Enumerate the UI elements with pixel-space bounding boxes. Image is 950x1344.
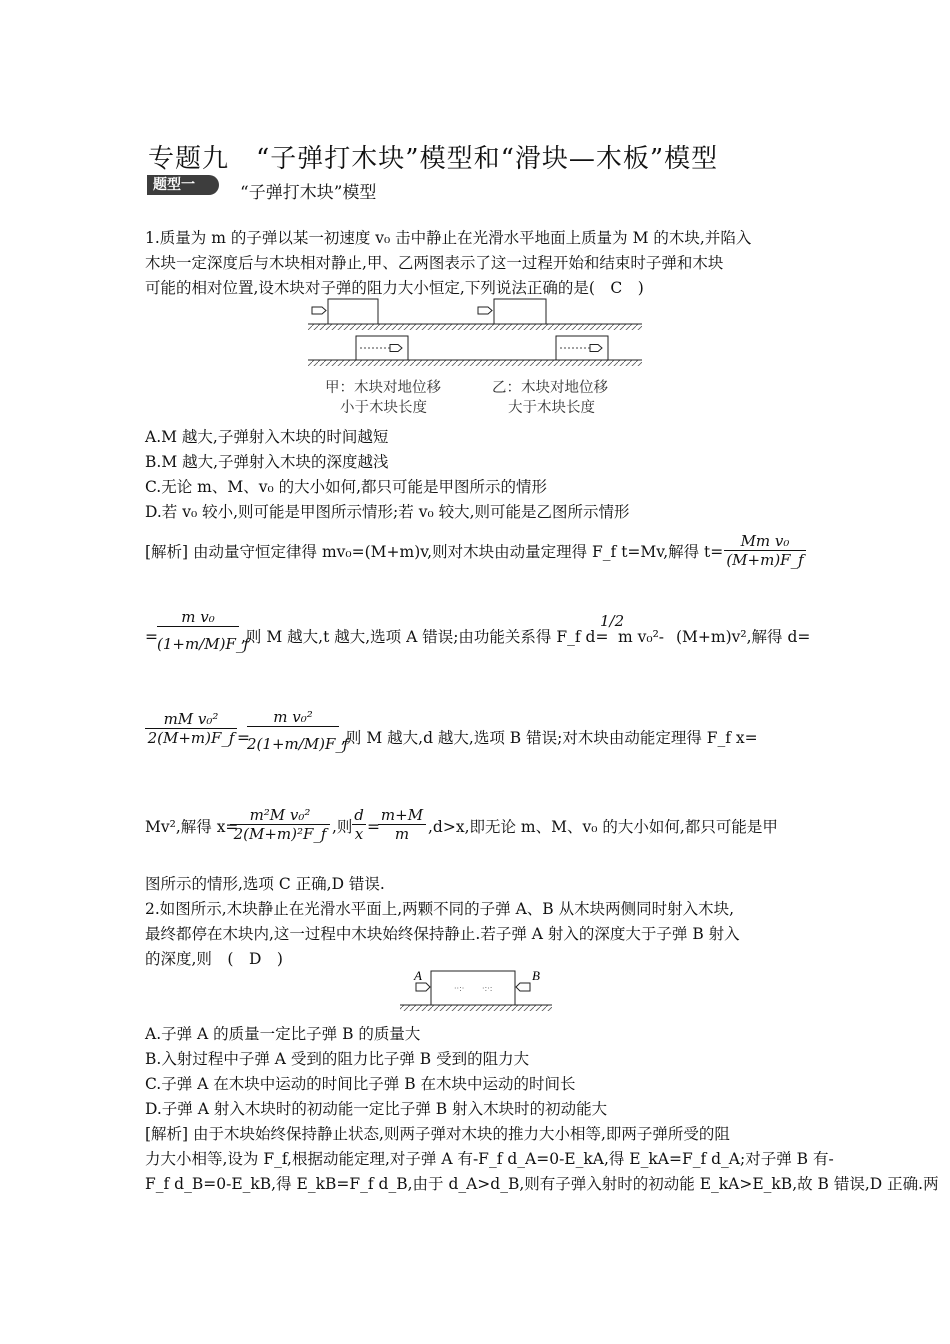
section-heading: “子弹打木块”模型 [240,183,377,203]
q1-analysis-text: = [237,729,250,747]
label-b: B [532,968,540,983]
q2-analysis-line: [解析] 由于木块始终保持静止状态,则两子弹对木块的推力大小相等,即两子弹所受的阻 [145,1125,730,1143]
q1-option-c: C.无论 m、M、v₀ 的大小如何,都只可能是甲图所示的情形 [145,478,548,496]
q1-analysis-line: 图所示的情形,选项 C 正确,D 错误. [145,875,385,893]
fraction-denominator: (1+m/M)F_f [157,626,239,653]
svg-text:··:·: ··:· [454,984,465,993]
q2-analysis-line: 力大小相等,设为 F_f,根据动能定理,对子弹 A 有-F_f d_A=0-E_kA,得 E_kA=F_f d_A;对子弹 B 有- [145,1150,834,1168]
wood-block [494,299,546,324]
q1-stem-line: 可能的相对位置,设木块对子弹的阻力大小恒定,下列说法正确的是( C ) [145,279,644,297]
q1-analysis-text: ,则 M 越大,d 越大,选项 B 错误;对木块由动能定理得 F_f x= [341,729,758,747]
q1-stem-line: 1.质量为 m 的子弹以某一初速度 v₀ 击中静止在光滑水平地面上质量为 M 的木块,并陷入 [145,229,752,247]
q1-analysis-text: = [367,818,380,836]
q2-stem-line: 的深度,则 ( D ) [145,950,283,968]
bullet-icon [312,307,326,314]
wood-block [328,299,378,324]
q1-analysis-text: m v₀²- [618,628,665,646]
q2-option-d: D.子弹 A 射入木块时的初动能一定比子弹 B 射入木块时的初动能大 [145,1100,608,1118]
q1-option-b: B.M 越大,子弹射入木块的深度越浅 [145,453,389,471]
bullet-icon [478,307,492,314]
fraction-numerator: m v₀² [273,708,313,726]
label-a: A [414,968,422,983]
fraction-denominator: 2(M+m)F_f [145,728,237,747]
fraction [247,708,349,753]
fraction-numerator: d [354,806,364,824]
q2-option-b: B.入射过程中子弹 A 受到的阻力比子弹 B 受到的阻力大 [145,1050,530,1068]
q2-stem-line: 最终都停在木块内,这一过程中木块始终保持静止.若子弹 A 射入的深度大于子弹 B 射入 [145,925,740,943]
q1-stem-line: 木块一定深度后与木块相对静止,甲、乙两图表示了这一过程开始和结束时子弹和木块 [145,254,724,272]
fraction-denominator: x [352,824,366,843]
ground-hatch [308,360,642,366]
q2-analysis-line: F_f d_B=0-E_kB,得 E_kB=F_f d_B,由于 d_A>d_B,则有子弹入射时的初动能 E_kA>E_kB,故 B 错误,D 正确.两 [145,1175,939,1193]
figure-caption: 大于木块长度 [508,400,595,416]
page-title: 专题九 “子弹打木块”模型和“滑块—木板”模型 [148,144,719,174]
fraction [724,532,806,569]
bullet-a-icon [416,983,430,991]
q1-analysis-text: ,则 [332,818,353,836]
q1-analysis-text: ,d>x,即无论 m、M、v₀ 的大小如何,都只可能是甲 [428,818,778,836]
q2-option-c: C.子弹 A 在木块中运动的时间比子弹 B 在木块中运动的时间长 [145,1075,576,1093]
fraction-numerator: Mm v₀ [740,532,790,550]
question-type-badge: 题型一 [147,175,219,195]
q1-analysis-text: ,则 M 越大,t 越大,选项 A 错误;由功能关系得 F_f d= [241,628,609,646]
q1-option-d: D.若 v₀ 较小,则可能是甲图所示情形;若 v₀ 较大,则可能是乙图所示情形 [145,503,630,521]
fraction-denominator: (M+m)F_f [724,550,806,569]
q1-analysis-text: (M+m)v²,解得 d= [676,628,811,646]
q1-analysis-text: = [145,628,158,646]
fraction-numerator: m v₀ [181,608,215,626]
fraction-denominator: 2(1+m/M)F_f [247,726,339,753]
figure-caption: 乙：木块对地位移 [492,380,608,396]
bullet-b-icon [516,983,530,991]
fraction [145,710,237,747]
figure-caption: 小于木块长度 [340,400,427,416]
fraction-numerator: m+M [380,806,424,824]
figure-caption: 甲：木块对地位移 [325,380,441,396]
fraction [230,806,330,843]
svg-text:·:·:: ·:·: [482,984,493,993]
q2-figure [396,965,556,1017]
fraction-denominator: 2(M+m)²F_f [230,824,330,843]
q1-analysis-text: Mv²,解得 x= [145,818,239,836]
fraction-value: 1/2 [600,612,625,630]
q2-stem-line: 2.如图所示,木块静止在光滑水平面上,两颗不同的子弹 A、B 从木块两侧同时射入木块, [145,900,735,918]
ground-hatch [308,324,642,330]
wood-block [431,971,515,1005]
fraction [378,806,426,843]
q1-analysis-line: [解析] 由动量守恒定律得 mv₀=(M+m)v,则对木块由动量定理得 F_f t=Mv,解得 t= [145,543,724,561]
fraction-numerator: m²M v₀² [249,806,311,824]
q2-option-a: A.子弹 A 的质量一定比子弹 B 的质量大 [145,1025,421,1043]
fraction [157,608,249,653]
ground-hatch [400,1005,552,1011]
fraction-half [600,612,625,630]
fraction [352,806,366,843]
q1-option-a: A.M 越大,子弹射入木块的时间越短 [145,428,389,446]
fraction-denominator: m [378,824,426,843]
fraction-numerator: mM v₀² [163,710,219,728]
